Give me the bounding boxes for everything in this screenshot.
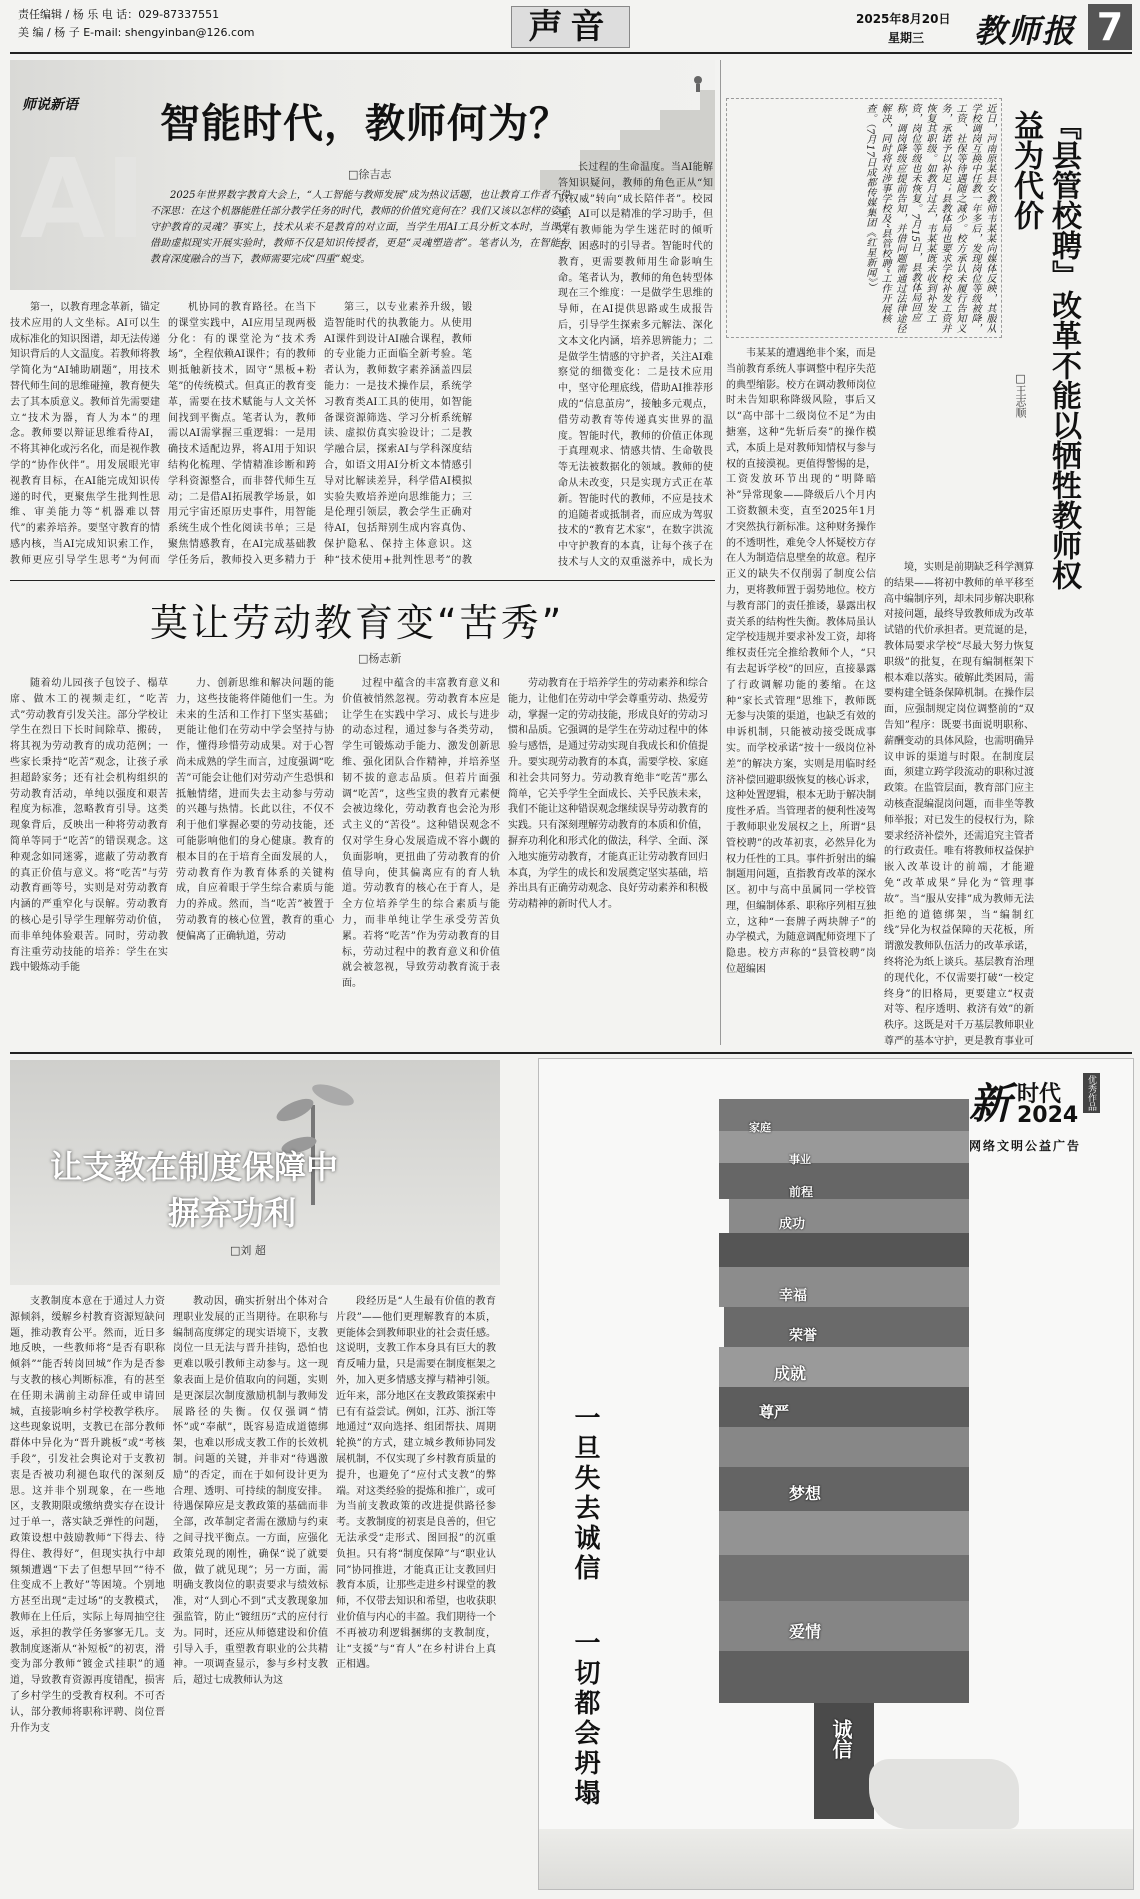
article3-byline: □王志顺 [1014,372,1027,418]
issue-date: 2025年8月20日 [856,12,951,26]
article2-col4 [508,676,708,1051]
ad-block-label-3: 前程 [789,1185,814,1199]
ad-block-2 [719,1131,969,1163]
article2-col2-text: 力、创新思维和解决问题的能力，这些技能将伴随他们一生。为未来的生活和工作打下坚实基础；更能让他们在劳动中学会坚持与协作，懂得珍惜劳动成果。对于心智尚未成熟的学生而言，过度强调“吃苦”可能会让他们对劳动产生恐惧和抵触情绪，进而失去主动参与劳动的兴趣与热情。长此以往，不仅不利于他们掌握必要的劳动技能，还可能影响他们的身心健康。教育的根本目的在于培育全面发展的人，劳动教育作为教育体系的关键构成，自应着眼于学生综合素质与能力的养成。然而，当“吃苦”被置于劳动教育的核心位置，教育的重心便偏离了正确轨道，劳动 [176,678,334,942]
article4-col3-text: 段经历是“人生最有价值的教育片段”——他们更理解教育的本质，更能体会到教师职业的社会责任感。这说明，支教工作本身具有巨大的教育反哺力量，只是需要在制度框架之外，加入更多情感支撑与精神引领。近年来，部分地区在支教政策探索中已有有益尝试。例如，江苏、浙江等地通过“双向选择、组团帮扶、周期轮换”的方式，建立城乡教师协同发展机制，不仅实现了乡村教育质量的提升，也避免了“应付式支教”的弊端。对这类经验的提炼和推广，或可为当前支教政策的改进提供路径参考。支教制度的初衷是良善的，但它无法承受“走形式、图回报”的沉重负担。只有将“制度保障”与“职业认同”协同推进，才能真正让支教回归教育本质，让那些走进乡村课堂的教师，不仅带去知识和希望，也收获职业价值与内心的丰盈。我们期待一个不再被功利逻辑捆绑的支教制度，让“支援”与“育人”在乡村讲台上真正相遇。 [336,1296,496,1671]
ad-block-12 [719,1511,969,1555]
ad-block-label-11: 诚信 [829,1719,853,1759]
article1-rule [10,580,715,581]
masthead [0,0,1140,54]
article3-title: 『县管校聘』改革不能以牺牲教师权益为代价 [1008,110,1081,590]
column-logo: 师说新语 [22,97,78,113]
ad-block-6 [719,1267,969,1307]
ad-block-13 [719,1555,969,1601]
article1-col4 [558,160,713,570]
ad-block-7 [724,1307,969,1347]
ad-block-11 [719,1467,969,1511]
article4-title-line2: 摒弃功利 [168,1194,297,1232]
article2-col3-text: 过程中蕴含的丰富教育意义和价值被悄然忽视。劳动教育本应是让学生在实践中学习、成长与进步的动态过程，通过参与各类劳动，学生可锻炼动手能力、激发创新思维、强化团队合作精神，并培养坚韧不拔的意志品质。但若片面强调“吃苦”，这些宝贵的教育元素便会被边缘化，劳动教育也会沦为形式主义的“苦役”。这种错误观念不仅对学生身心发展造成不容小觑的负面影响，更扭曲了劳动教育的价值导向，使其偏离应有的育人轨道。劳动教育的核心在于育人，是全方位培养学生的综合素质与能力，而非单纯让学生承受劳苦负累。若将“吃苦”作为劳动教育的目标，劳动过程中的教育意义和价值就会被忽视，导致劳动教育流于表面。 [342,678,500,990]
upper-lower-rule [10,1052,1132,1054]
ad-block-5 [719,1233,969,1267]
jenga-tower [719,1099,969,1819]
article1-intro: 2025年世界数字教育大会上，“人工智能与教师发展”成为热议话题，也让教育工作者不得不深思：在这个机器能胜任部分教学任务的时代，教师的价值究竟何在？我们又该以怎样的姿态守护教育的灵魂？事实上，技术从来不是教育的对立面，当学生用AI工具分析文本时，当课堂借助虚拟现实开展实验时，教师不仅是知识传授者，更是“灵魂塑造者”。笔者认为，在智能与教育深度融合的当下，教师需要完成“四重”蜕变。 [150,190,570,265]
ad-block-label-7: 成就 [774,1364,807,1383]
article3-quote-box [726,98,1002,338]
article3-col2 [884,560,1034,1046]
ad-block-8 [719,1347,969,1387]
article2-col3 [342,676,500,1051]
article4-title-line1: 让支教在制度保障中 [50,1148,339,1186]
article3-col2-text: 境，实则是前期缺乏科学测算的结果——将初中教师的单平移至高中编制序列，却未同步解决职称对接问题，最终导致教师成为改革试错的代价承担者。更荒诞的是，教体局要求学校“尽最大努力恢复职级”的批复，在现有编制框架下根本难以落实。破解此类困局，需要构建全链条保障机制。在操作层面，应强制规定岗位调整前的“双告知”程序：既要书面说明职称、薪酬变动的具体风险，也需明确异议申诉的渠道与时限。在制度层面，须建立跨学段流动的职称过渡政策。在监管层面，教育部门应主动核查混编混岗问题，而非坐等教师举报；对已发生的侵权行为，除要求经济补偿外，还需追究主管者的行政责任。唯有将教师权益保护嵌入改革设计的前端，才能避免“改革成果”异化为“管理事故”。当“服从安排”成为教师无法拒绝的道德绑架，当“编制红线”异化为权益保障的天花板，所谓激发教师队伍活力的改革承诺，终将沦为纸上谈兵。基层教育治理的现代化，不仅需要打破“一校定终身”的旧格局，更要建立“权责对等、程序透明、救济有效”的新秩序。这既是对千万基层教师职业尊严的基本守护，更是教育事业可 [884,562,1034,1046]
article4-col1 [10,1294,165,1884]
ad-block-4 [729,1199,969,1233]
ai-watermark: AI [20,135,147,263]
ad-brand-text: 时代 [1017,1081,1062,1107]
article1-col1 [10,300,160,570]
hand-illustration [869,1759,1019,1829]
ad-block-3 [719,1163,969,1199]
ad-tagline1: 一旦失去诚信 [570,1404,600,1584]
ad-block-label-6: 荣誉 [789,1328,817,1344]
article2-col2 [176,676,334,1051]
page-number-box [1088,4,1132,50]
article1-col3-text: 第三，以专业素养升级，锻造智能时代的执教能力。从使用AI课件到设计AI融合课程，教师的专业能力正面临全新考验。笔者认为，教师数字素养涵盖四层能力：一是技术操作层，系统学习教育类AI工具的使用，如智能备课资源筛选、学习分析系统解读、虚拟仿真实验设计；二是教学融合层，探索AI与学科深度结合，如语文用AI分析文本情感引导对比解读差异，科学借AI模拟实验失败培养逆向思维能力；三是伦理引领层，教会学生正确对待AI，包括辩别生成内容真伪、保护隐私、保持主体意识。这种“技术使用+批判性思考”的教 [324,302,472,566]
article1-col1-text: 第一，以教育理念革新，锚定技术应用的人文坐标。AI可以生成标准化的知识图谱，却无法传递知识背后的人文温度。若教师将教学简化为“AI辅助刷题”，用技术替代师生间的思维碰撞，教育便失去了其本质意义。教师首先需要建立“技术为器，育人为本”的理念。教师要以辩证思维看待AI，不将其神化或污名化，而是视作教学的“协作伙伴”。用发展眼光审视教育目标，在AI能完成知识传递的时代，更聚焦学生批判性思维、审美能力等“机器难以替代”的素养培养。要坚守教育的情感内核，当AI完成知识索工作，教师更应引导学生思考“为何而 [10,302,160,566]
article4-byline: □刘 超 [230,1244,266,1257]
article1-col2 [168,300,316,570]
article1-col4-text: 长过程的生命温度。当AI能解答知识疑问，教师的角色正从“知识权威”转向“成长陪伴者”。校园里，AI可以是精准的学习助手，但只有教师能为学生迷茫时的倾听者、困惑时的引导者。智能时代的教育，更需要教师用生命影响生命。笔者认为，教师的角色转型体现在三个维度：一是做学生思维的导师，在AI提供思路或生成报告后，引导学生探索多元解法、深化文本文化内涵，培养思辨能力；二是做学生情感的守护者，关注AI难察觉的细微变化：二是技术应用中，坚守伦理底线，借助AI推荐形成的“信息茧房”，接触多元观点，借劳动教育等传递真实世界的温度。智能时代，教师的价值正体现于真理观求、情感共情、生命敬畏等无法被数据化的领域。教师的使命从未改变，只是实现方式正在革新。智能时代的教师，不应是技术的追随者或抵制者，而应成为驾驭技术的“教育艺术家”，在数字洪流中守护教育的本真，让每个孩子在技术与人文的双重滋养中，成长为 [558,162,713,568]
section-title-box [511,6,630,48]
ad-tagline2: 一切都会坍塌 [570,1629,600,1809]
article2-col4-text: 劳动教育在于培养学生的劳动素养和综合能力，让他们在劳动中学会尊重劳动、热爱劳动，掌握一定的劳动技能，形成良好的劳动习惯和品质。它强调的是学生在劳动过程中的体验与感悟，是通过劳动实现自我成长和价值提升。要实现劳动教育的本真，需要学校、家庭和社会共同努力。劳动教育绝非“吃苦”那么简单，它关乎学生全面成长、关乎民族未来，我们不能让这种错误观念继续误导劳动教育的实践。只有深刻理解劳动教育的本质和价值，摒弃功利化和形式化的做法，科学、全面、深入地实施劳动教育，才能真正让劳动教育回归本真，为学生的成长和发展奠定坚实基础，培养出具有正确劳动观念、良好劳动素养和积极劳动精神的新时代人才。 [508,678,708,911]
article4-col3 [336,1294,496,1884]
paper-name: 教师报 [974,12,1077,50]
article1-col2-text: 机协同的教育路径。在当下的课堂实践中，AI应用呈现两极分化：有的课堂沦为“技术秀场”，全程依赖AI课件；有的教师则抵触新技术，固守“黑板+粉笔”的传统模式。但真正的教育变革，需要在技术赋能与人文关怀间找到平衡点。笔者认为，教师需以AI需掌握三重逻辑：一是用确技术适配边界，将AI用于知识结构化梳理、学情精准诊断和跨学科资源整合，而非替代师生互动；二是借AI拓展教学场景，如用元宇宙还原历史事件，用智能系统生成个性化阅读书单；三是聚焦情感教育，在AI完成基础教学任务后，教师投入更多精力于 [168,302,316,566]
article2-col1-text: 随着幼儿园孩子包饺子、榻草席、做木工的视频走红，“吃苦式”劳动教育引发关注。部分学校让学生在烈日下长时间除草、搬砖，将其视为劳动教育的成功范例；一些家长秉持“吃苦”观念，让孩子承担超龄家务；还有社会机构组织的劳动教育活动，单纯以强度和艰苦程度为标准，忽略教育引导。这类现象背后，反映出一种将劳动教育简单等同于“吃苦”的错误观念。这种观念如同迷雾，遮蔽了劳动教育的真正价值与意义。将“吃苦”与劳动教育画等号，实则是对劳动教育内涵的严重窄化与误解。劳动教育的核心是引导学生理解劳动价值，而非单纯体验艰苦。同时，劳动教育注重劳动技能的培养：学生在实践中锻炼动手能 [10,678,168,974]
ad-block-label-2: 事业 [789,1153,811,1166]
ad-block-label-10: 爱情 [789,1622,822,1641]
section-title: 声音 [528,7,613,47]
ad-block-label-8: 尊严 [759,1403,790,1421]
ad-block-9 [719,1387,969,1427]
ad-block-label-9: 梦想 [789,1484,822,1503]
article3-divider [720,60,721,1045]
article3-col1 [726,346,876,1046]
masthead-rule [10,52,1132,54]
ad-block-14 [719,1601,969,1651]
ad-subtitle: 网络文明公益广告 [969,1139,1082,1153]
ad-brand-char: 新 [969,1079,1012,1128]
ad-block-label-5: 幸福 [779,1288,807,1304]
issue-weekday: 星期三 [888,31,925,45]
article2-title: 莫让劳动教育变“苦秀” [150,601,565,645]
article3-col1-text: 韦某某的遭遇绝非个案，而是当前教育系统人事调整中程序失范的典型缩影。校方在调动教师岗位时未告知职称降级风险，事后又以“高中部十二级岗位不足”为由搪塞，这种“先斩后奏”的操作模式，本质上是对教师知情权与参与权的直接漠视。更值得警惕的是，工资发放环节出现的“明降暗补”异常现象——降级后八个月内工资数额未变，直至2025年1月才突然执行新标准。这种财务操作的不透明性，难免令人怀疑校方存在人为制造信息壁垒的故意。程序正义的缺失不仅削弱了制度公信力，更将教师置于弱势地位。校方与教育部门的责任推诿，暴露出权责关系的结构性失衡。教体局虽认定学校违规并要求补发工资，却将维权责任完全推给教师个人，“只有去起诉学校”的回应，直接暴露了行政调解功能的萎缩。在这种“家长式管理”思维下，教师既无参与决策的渠道，也缺乏有效的申诉机制，只能被动接受既成事实。而学校承诺“按十一级岗位补差”的解决方案，实则是用临时经济补偿回避职级恢复的核心诉求，这种处置逻辑，根本无助于解决制度性矛盾。当管理者的便利性凌驾于教师职业发展权之上，所谓“县管校聘”的改革初衷，必然异化为权力任性的工具。事件折射出的编制题用问题，直指教育改革的深水区。初中与高中虽属同一学校管理，但编制体系、职称序列相互独立，这种“一套牌子两块牌子”的办学模式，为随意调配师资埋下了隐患。校方声称的“县管校聘”岗位超编困 [726,348,876,976]
article4-col2-text: 教动因，确实折射出个体对合理职业发展的正当期待。在职称与编制高度绑定的现实语境下，支教岗位一旦无法与晋升挂钩，恐怕也更难以吸引教师主动参与。这一现象表面上是价值取向的问题，实则是更深层次制度激励机制与教师发展路径的失衡。仅仅强调“情怀”或“奉献”，既容易造成道德绑架，也难以形成支教工作的长效机制。问题的关键，并非对“待遇激励”的否定，而在于如何设计更为合理、透明、可持续的制度安排。待遇保障应是支教政策的基础而非全部，改革制定者需在激励与约束之间寻找平衡点。一方面，应强化政策兑现的刚性，确保“说了就要做，做了就见现”；另一方面，需明确支教岗位的职责要求与绩效标准，对“人到心不到”式支教现象加强监管，防止“镀纽历”式的应付行为。同时，还应从师德建设和价值引导入手，重塑教育职业的公共精神。一项调查显示，参与乡村支教后，超过七成教师认为这 [173,1296,328,1687]
article4-col1-text: 支教制度本意在于通过人力资源倾斜，缓解乡村教育资源短缺问题，推动教育公平。然而，近日多地反映，一些教师将“是否有职称倾斜”“能否转岗回城”作为是否参与支教的核心判断标准，有的甚至在任期未满前主动辞任或申请回城，直接影响乡村学校教学秩序。这些现象说明，支教已在部分教师群体中异化为“晋升跳板”或“考核手段”，引发社会舆论对于支教初衷是否被功利褪色取代的深刻反思。这并非个别现象，在一些地区，支教期限或缴纳费实存在设计过于单一，落实缺乏弹性的问题，政策设想中鼓励教师“下得去、待得住、教得好”，但现实执行中却频频遭遇“下去了但想早回”“待不住变成不上教好”等困境。个别地方甚至出现“走过场”的支教模式，教师在上任后，实际上每周抽空往返，承担的教学任务寥寥无几。支教制度逐渐从“补短板”的初衷，滑变为部分教师“镀金式挂职”的通道，导致教育资源再度错配，损害了乡村学生的受教育权利。不可否认，部分教师将职称评聘、岗位晋升作为支 [10,1296,165,1734]
ad-block-10 [719,1427,969,1467]
article1-title: 智能时代，教师何为？ [160,101,570,147]
ad-block-label-1: 家庭 [749,1121,771,1134]
article1-col3 [324,300,472,570]
article3-quote: 近日，河南原某县女教师韦某某向媒体反映，其服从学校调岗互换中任教一年多后，发现岗位等级被降，工资、社保等待遇随之减少。校方承认未履行告知义务，承诺予以补足；县教体局也要求学校补发工资并恢复其职级。如教月过去，韦某某既未收到补发工资，岗位等级也未恢复。7月15日，县教体局回应称，调岗降级应提前告知，并借问题需通过法律途径解决，同时将对涉事学校及“县管校聘”工作开展核查。（7月17日成都传媒集团《红星新闻》） [864,103,995,333]
page-number: 7 [1096,5,1124,49]
article4-col2 [173,1294,328,1884]
article2-byline: □杨志新 [358,652,402,665]
design-line: 美 编 / 杨 子 E-mail: shengyinban@126.com [18,26,255,39]
ad-block-label-4: 成功 [779,1217,806,1232]
editor-line: 责任编辑 / 杨 乐 电 话：029-87337551 [18,8,220,21]
ad-block-15 [719,1651,969,1703]
article2-col1 [10,676,168,1051]
ad-year: 2024 [1017,1103,1079,1128]
article1-byline: □徐吉志 [348,168,392,181]
ad-ground [539,1829,1133,1889]
ad-seal: 优秀作品 [1083,1073,1100,1113]
public-service-ad [538,1058,1134,1890]
